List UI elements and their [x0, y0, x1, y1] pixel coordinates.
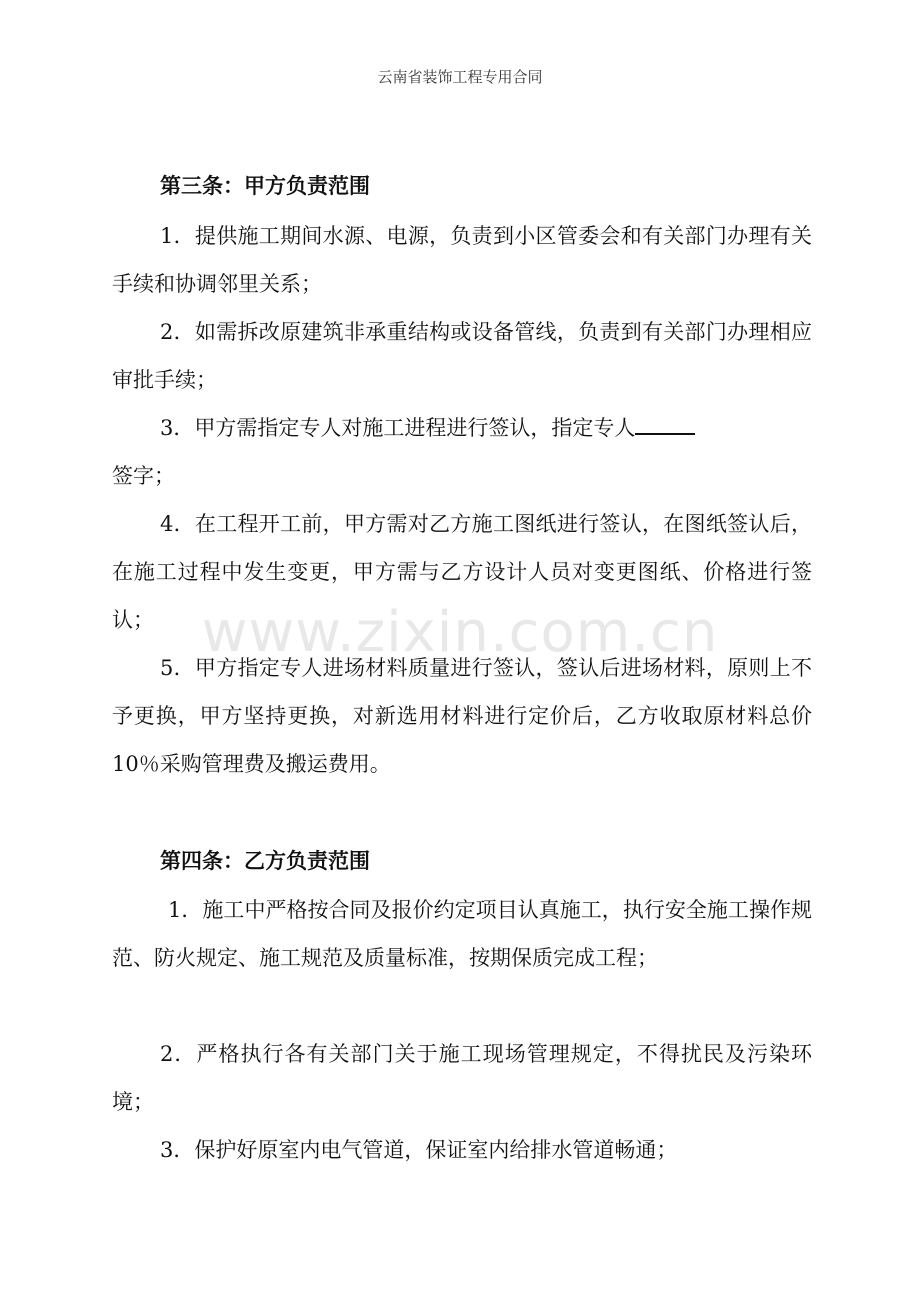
section-3-item-5: 5．甲方指定专人进场材料质量进行签认，签认后进场材料，原则上不予更换，甲方坚持更换，对新选用材料进行定价后，乙方收取原材料总价 10％采购管理费及搬运费用。: [112, 656, 812, 776]
signature-blank: [635, 413, 695, 435]
section-3-title: 第三条：甲方负责范围: [160, 173, 370, 198]
section-4-item-1: 1．施工中严格按合同及报价约定项目认真施工，执行安全施工操作规范、防火规定、施工规范及质量标准，按期保质完成工程；: [112, 898, 812, 970]
section-3-item-3: [112, 404, 812, 452]
section-4-item-2: 2．严格执行各有关部门关于施工现场管理规定，不得扰民及污染环境；: [112, 1042, 812, 1114]
section-4-item-3: 3．保护好原室内电气管道，保证室内给排水管道畅通；: [160, 1138, 678, 1162]
section-3-item-1: 1．提供施工期间水源、电源，负责到小区管委会和有关部门办理有关手续和协调邻里关系；: [112, 224, 812, 296]
section-3-item-3-text: 3．甲方需指定专人对施工进程进行签认，指定专人: [160, 416, 636, 440]
section-4-title: 第四条：乙方负责范围: [160, 848, 370, 873]
section-3-item-3-cont: 签字；: [112, 464, 175, 488]
section-3-item-4: 4．在工程开工前，甲方需对乙方施工图纸进行签认，在图纸签认后，在施工过程中发生变更，甲方需与乙方设计人员对变更图纸、价格进行签认；: [112, 512, 812, 632]
page-header: 云南省装饰工程专用合同: [377, 68, 543, 86]
watermark: www.zixin.com.cn: [201, 600, 719, 665]
section-3-item-2: 2．如需拆改原建筑非承重结构或设备管线，负责到有关部门办理相应审批手续；: [112, 320, 812, 392]
